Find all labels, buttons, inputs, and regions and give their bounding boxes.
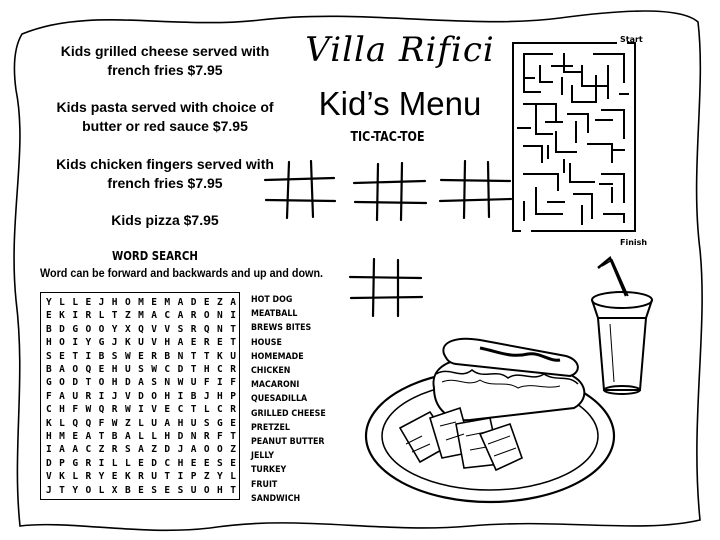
grid-letter[interactable]: M	[138, 310, 144, 322]
grid-letter[interactable]: T	[164, 471, 171, 483]
grid-letter[interactable]: D	[190, 297, 197, 308]
grid-row	[46, 403, 236, 417]
menu-item-line: Kids grilled cheese served with	[60, 43, 270, 59]
grid-letter[interactable]: A	[59, 364, 65, 375]
grid-letter[interactable]: E	[217, 337, 223, 349]
grid-letter[interactable]: O	[98, 323, 105, 335]
grid-letter[interactable]: R	[111, 444, 118, 456]
grid-letter[interactable]: D	[177, 364, 184, 375]
grid-letter[interactable]: A	[59, 444, 65, 456]
grid-letter[interactable]: T	[111, 310, 118, 322]
grid-letter[interactable]: X	[124, 323, 131, 335]
grid-letter[interactable]: R	[85, 310, 92, 322]
grid-letter[interactable]: O	[151, 390, 157, 402]
grid-letter[interactable]: J	[177, 444, 184, 456]
grid-letter[interactable]: E	[46, 310, 52, 322]
grid-letter[interactable]: A	[190, 444, 197, 456]
grid-letter[interactable]: L	[98, 484, 105, 496]
grid-letter[interactable]: H	[111, 377, 118, 389]
grid-letter[interactable]: I	[85, 350, 92, 362]
grid-letter[interactable]: I	[72, 310, 79, 322]
grid-letter[interactable]: S	[151, 484, 157, 496]
grid-letter[interactable]: A	[85, 431, 92, 442]
grid-letter[interactable]: R	[138, 471, 144, 483]
grid-letter[interactable]: C	[85, 444, 92, 456]
grid-letter[interactable]: J	[111, 337, 118, 349]
grid-letter[interactable]: H	[46, 431, 52, 442]
tic-tac-toe-board-3[interactable]	[438, 160, 514, 220]
grid-letter[interactable]: H	[111, 297, 118, 308]
grid-letter[interactable]: X	[111, 484, 118, 496]
grid-letter[interactable]: B	[190, 390, 197, 402]
grid-letter[interactable]: A	[164, 417, 171, 429]
grid-letter[interactable]: T	[98, 431, 105, 442]
grid-letter[interactable]: S	[124, 444, 131, 456]
grid-letter[interactable]: A	[177, 337, 184, 349]
grid-letter[interactable]: P	[59, 457, 65, 469]
grid-letter[interactable]: W	[124, 350, 131, 362]
grid-letter[interactable]: U	[190, 417, 197, 429]
maze-start-label: Start	[620, 35, 643, 44]
grid-letter[interactable]: L	[98, 310, 105, 322]
grid-letter[interactable]: E	[85, 297, 92, 308]
grid-letter[interactable]: S	[46, 350, 52, 362]
grid-letter[interactable]: W	[85, 404, 92, 416]
grid-letter[interactable]: L	[59, 417, 65, 429]
grid-letter[interactable]: D	[151, 457, 157, 469]
menu-item-pizza	[40, 211, 290, 230]
grid-letter[interactable]: O	[85, 323, 92, 335]
grid-letter[interactable]: B	[124, 484, 131, 496]
grid-letter[interactable]: E	[138, 457, 144, 469]
grid-letter[interactable]: R	[111, 404, 118, 416]
grid-letter[interactable]: L	[203, 404, 210, 416]
grid-letter[interactable]: D	[177, 431, 184, 442]
grid-letter[interactable]: S	[151, 377, 157, 389]
grid-letter[interactable]: T	[59, 484, 65, 496]
grid-letter[interactable]: R	[190, 323, 197, 335]
grid-letter[interactable]: L	[59, 297, 65, 308]
grid-letter[interactable]: W	[177, 377, 184, 389]
grid-letter[interactable]: Q	[85, 417, 92, 429]
grid-letter[interactable]: L	[72, 297, 79, 308]
grid-letter[interactable]: T	[203, 350, 210, 362]
grid-letter[interactable]: T	[230, 337, 236, 349]
word-list-item: PEANUT BUTTER	[251, 437, 325, 448]
grid-letter[interactable]: L	[151, 431, 157, 442]
grid-letter[interactable]: Q	[138, 323, 144, 335]
grid-row	[46, 430, 236, 444]
grid-row	[46, 336, 236, 350]
grid-letter[interactable]: V	[164, 323, 171, 335]
grid-letter[interactable]: K	[59, 310, 65, 322]
grid-letter[interactable]: D	[164, 444, 171, 456]
grid-letter[interactable]: Y	[217, 471, 223, 483]
grid-letter[interactable]: D	[59, 323, 65, 335]
grid-letter[interactable]: N	[190, 431, 197, 442]
grid-letter[interactable]: E	[72, 431, 79, 442]
menu-item-line: french fries $7.95	[107, 175, 223, 191]
grid-letter[interactable]: O	[85, 484, 92, 496]
grid-letter[interactable]: U	[72, 390, 79, 402]
grid-letter[interactable]: P	[190, 471, 197, 483]
grid-row	[46, 363, 236, 377]
grid-letter[interactable]: F	[46, 390, 52, 402]
grid-letter[interactable]: V	[151, 404, 157, 416]
maze-puzzle[interactable]	[512, 42, 636, 232]
grid-letter[interactable]: R	[230, 364, 236, 375]
grid-letter[interactable]: H	[203, 364, 210, 375]
grid-letter[interactable]: I	[230, 310, 236, 322]
grid-letter[interactable]: Z	[151, 444, 157, 456]
grid-letter[interactable]: O	[124, 297, 131, 308]
page-title: Kid’s Menu	[318, 85, 482, 122]
grid-letter[interactable]: C	[217, 404, 223, 416]
grid-letter[interactable]: E	[98, 364, 105, 375]
restaurant-name: Villa Rifici	[305, 30, 495, 70]
grid-letter[interactable]: E	[138, 484, 144, 496]
grid-letter[interactable]: C	[164, 364, 171, 375]
grid-letter[interactable]: H	[164, 431, 171, 442]
grid-letter[interactable]: Z	[230, 444, 236, 456]
grid-letter[interactable]: B	[111, 431, 118, 442]
grid-row	[46, 350, 236, 364]
grid-letter[interactable]: A	[177, 310, 184, 322]
word-list	[251, 293, 336, 506]
menu-item-grilled-cheese	[40, 42, 290, 80]
grid-letter[interactable]: E	[230, 417, 236, 429]
grid-letter[interactable]: C	[217, 364, 223, 375]
grid-letter[interactable]: U	[138, 337, 144, 349]
grid-letter[interactable]: M	[59, 431, 65, 442]
grid-letter[interactable]: I	[177, 390, 184, 402]
grid-letter[interactable]: W	[124, 404, 131, 416]
grid-letter[interactable]: F	[72, 404, 79, 416]
grid-letter[interactable]: O	[203, 310, 210, 322]
grid-letter[interactable]: E	[151, 297, 157, 308]
word-search-title: WORD SEARCH	[112, 249, 198, 263]
grid-letter[interactable]: E	[111, 471, 118, 483]
grid-letter[interactable]: S	[177, 323, 184, 335]
grid-letter[interactable]: R	[230, 404, 236, 416]
grid-letter[interactable]: H	[111, 364, 118, 375]
grid-letter[interactable]: U	[190, 484, 197, 496]
menu-item-line: Kids pizza $7.95	[111, 212, 219, 228]
grid-letter[interactable]: K	[59, 471, 65, 483]
grid-letter[interactable]: T	[190, 350, 197, 362]
grid-letter[interactable]: Y	[85, 337, 92, 349]
chips-icon	[400, 408, 522, 470]
grid-letter[interactable]: F	[217, 431, 223, 442]
grid-letter[interactable]: F	[230, 377, 236, 389]
grid-letter[interactable]: E	[59, 350, 65, 362]
menu-item-line: Kids pasta served with choice of	[56, 99, 274, 115]
grid-letter[interactable]: L	[111, 457, 118, 469]
grid-letter[interactable]: O	[59, 337, 65, 349]
grid-row	[46, 296, 236, 310]
grid-letter[interactable]: I	[177, 471, 184, 483]
grid-letter[interactable]: B	[164, 350, 171, 362]
grid-letter[interactable]: B	[46, 364, 52, 375]
grid-letter[interactable]: O	[59, 377, 65, 389]
grid-letter[interactable]: T	[72, 350, 79, 362]
grid-letter[interactable]: K	[124, 337, 131, 349]
grid-letter[interactable]: L	[138, 431, 144, 442]
grid-letter[interactable]: L	[138, 417, 144, 429]
grid-letter[interactable]: A	[59, 390, 65, 402]
grid-row	[46, 323, 236, 337]
grid-letter[interactable]: J	[46, 484, 52, 496]
grid-letter[interactable]: O	[217, 444, 223, 456]
grid-letter[interactable]: R	[203, 337, 210, 349]
grid-letter[interactable]: U	[230, 350, 236, 362]
grid-letter[interactable]: J	[111, 390, 118, 402]
word-list-item: HOMEMADE	[251, 351, 304, 362]
word-list-item: MACARONI	[251, 380, 300, 391]
hot-dog-icon	[433, 339, 584, 420]
word-search-grid[interactable]	[40, 292, 240, 500]
grid-letter[interactable]: C	[177, 404, 184, 416]
grid-letter[interactable]: A	[138, 444, 144, 456]
grid-letter[interactable]: H	[217, 484, 223, 496]
grid-letter[interactable]: A	[124, 431, 131, 442]
grid-letter[interactable]: E	[203, 297, 210, 308]
maze-finish-label: Finish	[620, 238, 648, 247]
grid-letter[interactable]: S	[217, 457, 223, 469]
grid-letter[interactable]: H	[164, 390, 171, 402]
grid-letter[interactable]: R	[85, 390, 92, 402]
grid-letter[interactable]: P	[230, 390, 236, 402]
grid-letter[interactable]: H	[59, 404, 65, 416]
grid-row	[46, 417, 236, 431]
grid-letter[interactable]: Y	[46, 297, 52, 308]
grid-letter[interactable]: O	[72, 364, 79, 375]
grid-letter[interactable]: T	[190, 404, 197, 416]
grid-letter[interactable]: Y	[98, 471, 105, 483]
grid-letter[interactable]: K	[217, 350, 223, 362]
grid-letter[interactable]: W	[151, 364, 157, 375]
word-list-item: BREWS BITES	[251, 323, 312, 334]
grid-letter[interactable]: G	[72, 323, 79, 335]
grid-letter[interactable]: N	[217, 323, 223, 335]
grid-letter[interactable]: A	[177, 297, 184, 308]
grid-letter[interactable]: A	[151, 310, 157, 322]
grid-row	[46, 484, 236, 498]
grid-letter[interactable]: Z	[124, 310, 131, 322]
grid-letter[interactable]: C	[164, 457, 171, 469]
tic-tac-toe-board-2[interactable]	[352, 162, 428, 222]
grid-letter[interactable]: Q	[203, 323, 210, 335]
word-search-instructions: Word can be forward and backwards and up and down.	[40, 266, 324, 280]
grid-letter[interactable]: E	[164, 404, 171, 416]
grid-letter[interactable]: N	[164, 377, 171, 389]
grid-letter[interactable]: O	[203, 484, 210, 496]
grid-letter[interactable]: E	[190, 337, 197, 349]
grid-letter[interactable]: W	[111, 417, 118, 429]
menu-item-line: Kids chicken fingers served with	[56, 156, 274, 172]
food-illustration	[360, 248, 690, 518]
grid-letter[interactable]: N	[177, 350, 184, 362]
word-list-item: TURKEY	[251, 465, 287, 476]
grid-letter[interactable]: T	[190, 364, 197, 375]
grid-letter[interactable]: L	[72, 471, 79, 483]
grid-letter[interactable]: R	[203, 431, 210, 442]
grid-letter[interactable]: S	[203, 417, 210, 429]
grid-letter[interactable]: R	[190, 310, 197, 322]
grid-letter[interactable]: N	[217, 310, 223, 322]
grid-letter[interactable]: I	[98, 390, 105, 402]
grid-letter[interactable]: O	[98, 377, 105, 389]
menu-item-line: butter or red sauce $7.95	[82, 118, 248, 134]
grid-letter[interactable]: U	[124, 364, 131, 375]
word-list-item: SANDWICH	[251, 493, 301, 504]
grid-letter[interactable]: V	[46, 471, 52, 483]
grid-letter[interactable]: A	[230, 297, 236, 308]
grid-letter[interactable]: H	[177, 457, 184, 469]
grid-letter[interactable]: D	[138, 390, 144, 402]
grid-letter[interactable]: R	[85, 471, 92, 483]
grid-letter[interactable]: Z	[203, 471, 210, 483]
grid-letter[interactable]: Z	[124, 417, 131, 429]
grid-letter[interactable]: J	[203, 390, 210, 402]
grid-letter[interactable]: B	[98, 350, 105, 362]
grid-row	[46, 376, 236, 390]
grid-letter[interactable]: G	[217, 417, 223, 429]
grid-letter[interactable]: U	[151, 471, 157, 483]
grid-letter[interactable]: T	[230, 431, 236, 442]
grid-letter[interactable]: B	[46, 323, 52, 335]
tic-tac-toe-title: TIC-TAC-TOE	[350, 130, 425, 145]
grid-row	[46, 390, 236, 404]
grid-row	[46, 457, 236, 471]
grid-letter[interactable]: A	[72, 444, 79, 456]
grid-letter[interactable]: U	[190, 377, 197, 389]
grid-letter[interactable]: Z	[217, 297, 223, 308]
grid-letter[interactable]: D	[72, 377, 79, 389]
menu-item-line: french fries $7.95	[107, 62, 223, 78]
grid-letter[interactable]: Q	[98, 404, 105, 416]
grid-letter[interactable]: C	[46, 404, 52, 416]
grid-letter[interactable]: H	[46, 337, 52, 349]
grid-letter[interactable]: T	[230, 484, 236, 496]
grid-letter[interactable]: I	[46, 444, 52, 456]
grid-letter[interactable]: J	[98, 297, 105, 308]
grid-letter[interactable]: V	[151, 337, 157, 349]
grid-letter[interactable]: G	[46, 377, 52, 389]
grid-letter[interactable]: R	[85, 457, 92, 469]
grid-letter[interactable]: C	[164, 310, 171, 322]
grid-letter[interactable]: S	[177, 484, 184, 496]
grid-letter[interactable]: I	[98, 457, 105, 469]
word-list-item: GRILLED CHEESE	[251, 408, 326, 419]
word-list-item: JELLY	[251, 451, 274, 462]
grid-letter[interactable]: S	[138, 364, 144, 375]
grid-letter[interactable]: F	[98, 417, 105, 429]
grid-letter[interactable]: I	[138, 404, 144, 416]
grid-letter[interactable]: O	[203, 444, 210, 456]
grid-letter[interactable]: U	[151, 417, 157, 429]
grid-letter[interactable]: T	[85, 377, 92, 389]
word-list-item: CHICKEN	[251, 366, 291, 377]
grid-letter[interactable]: E	[203, 457, 210, 469]
grid-letter[interactable]: A	[138, 377, 144, 389]
grid-letter[interactable]: L	[124, 457, 131, 469]
grid-letter[interactable]: E	[190, 457, 197, 469]
word-list-item: FRUIT	[251, 479, 278, 490]
grid-letter[interactable]: V	[151, 323, 157, 335]
drink-cup-icon	[592, 258, 652, 394]
grid-letter[interactable]: R	[151, 350, 157, 362]
word-list-item: MEATBALL	[251, 309, 298, 320]
grid-letter[interactable]: K	[124, 471, 131, 483]
grid-letter[interactable]: I	[72, 337, 79, 349]
grid-letter[interactable]: E	[164, 484, 171, 496]
grid-letter[interactable]: H	[164, 337, 171, 349]
grid-letter[interactable]: L	[230, 471, 236, 483]
word-list-item: HOT DOG	[251, 295, 293, 305]
grid-letter[interactable]: T	[230, 323, 236, 335]
grid-letter[interactable]: Q	[72, 417, 79, 429]
grid-letter[interactable]: G	[72, 457, 79, 469]
word-list-item: QUESADILLA	[251, 394, 308, 405]
menu-item-chicken-fingers	[40, 155, 290, 193]
grid-letter[interactable]: V	[124, 390, 131, 402]
grid-letter[interactable]: Z	[98, 444, 105, 456]
grid-letter[interactable]: D	[124, 377, 131, 389]
grid-letter[interactable]: Q	[85, 364, 92, 375]
menu-item-pasta	[40, 98, 290, 136]
grid-letter[interactable]: S	[111, 350, 118, 362]
grid-row	[46, 309, 236, 323]
grid-letter[interactable]: I	[217, 377, 223, 389]
grid-letter[interactable]: G	[98, 337, 105, 349]
grid-letter[interactable]: K	[46, 417, 52, 429]
grid-letter[interactable]: M	[138, 297, 144, 308]
grid-row	[46, 443, 236, 457]
grid-letter[interactable]: D	[46, 457, 52, 469]
grid-letter[interactable]: H	[177, 417, 184, 429]
word-list-item: HOUSE	[251, 337, 282, 348]
grid-letter[interactable]: H	[217, 390, 223, 402]
grid-letter[interactable]: M	[164, 297, 171, 308]
grid-letter[interactable]: Y	[111, 323, 118, 335]
grid-letter[interactable]: E	[138, 350, 144, 362]
grid-letter[interactable]: E	[230, 457, 236, 469]
grid-letter[interactable]: Y	[72, 484, 79, 496]
grid-row	[46, 470, 236, 484]
word-list-item: PRETZEL	[251, 422, 290, 433]
tic-tac-toe-board-1[interactable]	[262, 160, 338, 220]
grid-letter[interactable]: F	[203, 377, 210, 389]
